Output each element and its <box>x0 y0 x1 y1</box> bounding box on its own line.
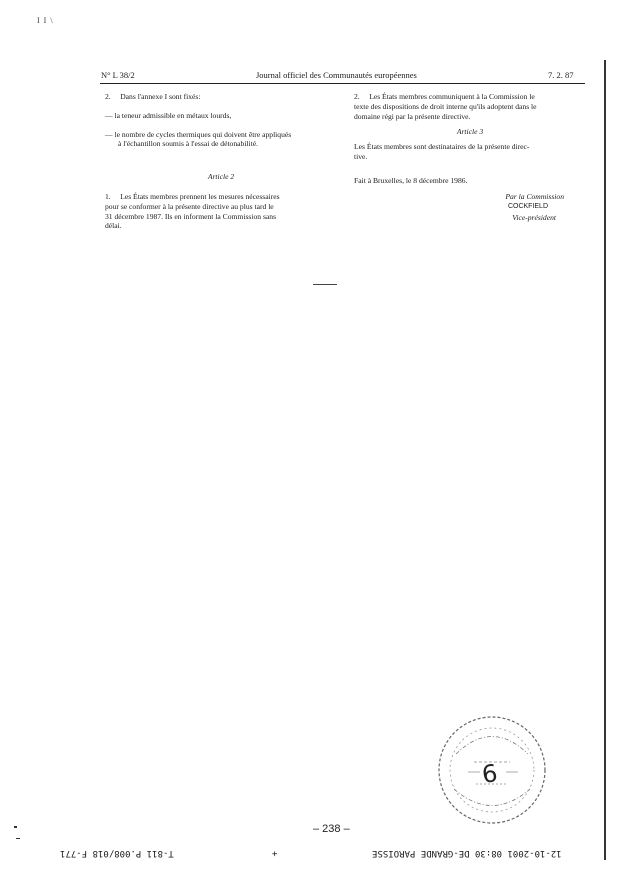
scan-speck <box>14 826 17 828</box>
header-ref: N° L 38/2 <box>101 70 135 80</box>
paragraph-2-right-line-3: domaine régi par la présente directive. <box>354 111 471 121</box>
paragraph-2 <box>105 92 337 102</box>
paragraph-2-right-line-2: texte des dispositions de droit interne qu'ils adoptent dans le <box>354 101 537 111</box>
header-journal: Journal officiel des Communautés européennes <box>256 70 417 80</box>
signatory-title: Vice-président <box>512 213 556 223</box>
article-2-line-4: délai. <box>105 221 122 231</box>
bullet-heavy-metals: — la teneur admissible en métaux lourds, <box>105 110 232 120</box>
fax-plus: + <box>272 848 278 858</box>
page-edge-line <box>604 60 606 860</box>
fax-line-left: T-811 P.008/018 F-771 <box>60 848 174 858</box>
done-at-line: Fait à Bruxelles, le 8 décembre 1986. <box>354 175 468 185</box>
right-column <box>354 92 586 223</box>
header-rule <box>100 83 585 84</box>
signatory-name: COCKFIELD <box>507 203 548 211</box>
scan-speck <box>16 838 20 839</box>
left-column <box>105 92 337 231</box>
article-2-line-2: pour se conformer à la présente directive au plus tard le <box>105 201 274 211</box>
article-3-title: Article 3 <box>456 127 484 137</box>
paragraph-text: Dans l'annexe I sont fixés: <box>120 92 201 101</box>
end-rule <box>313 284 337 285</box>
bullet-thermal-cycles-cont: à l'échantillon soumis à l'essai de détonabilité. <box>118 139 259 149</box>
bullet-thermal-cycles: — le nombre de cycles thermiques qui doivent être appliqués <box>105 129 292 139</box>
article-2-title: Article 2 <box>207 172 235 182</box>
article-2-line-1: 1. Les États membres prennent les mesures nécessaires <box>105 191 280 201</box>
page-number: – 238 – <box>313 823 350 835</box>
article-3-line-2: tive. <box>354 151 368 161</box>
official-stamp <box>436 714 548 826</box>
corner-mark: I I \ <box>37 16 54 25</box>
article-3-line-1: Les États membres sont destinataires de la présente direc- <box>354 142 530 152</box>
header-date: 7. 2. 87 <box>548 70 574 80</box>
article-2-line-3: 31 décembre 1987. Ils en informent la Commission sans <box>105 211 277 221</box>
fax-line-right: 12-10-2001 08:30 DE-GRANDE PAROISSE <box>372 848 562 858</box>
for-commission: Par la Commission <box>505 191 564 201</box>
paragraph-number: 2. <box>105 92 111 101</box>
paragraph-2-right-line-1: 2. Les États membres communiquent à la Commission le <box>354 92 535 101</box>
stamp-handwritten-number: 6 <box>480 759 500 789</box>
